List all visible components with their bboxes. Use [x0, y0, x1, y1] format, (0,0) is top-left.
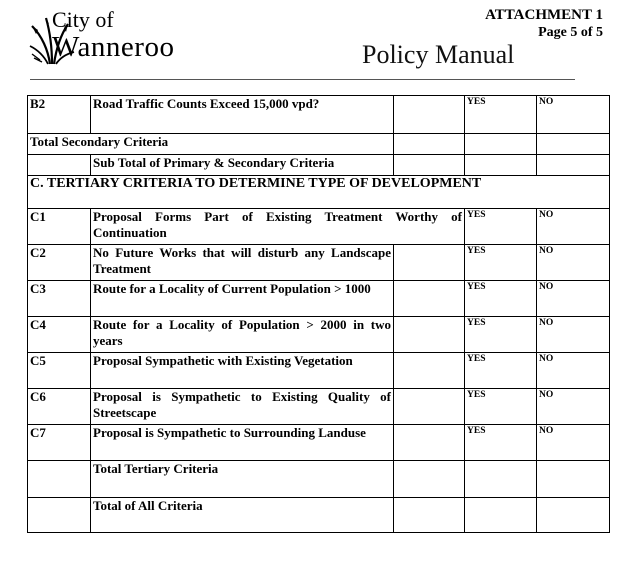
empty-cell — [537, 155, 610, 176]
table-row-c5 — [28, 353, 610, 389]
yes-label: YES — [465, 281, 537, 317]
empty-cell — [537, 461, 610, 498]
no-label: NO — [537, 281, 610, 317]
yes-label: YES — [465, 425, 537, 461]
score-cell — [394, 281, 465, 317]
total-tertiary-label — [91, 461, 394, 498]
table-row-total-tertiary — [28, 461, 610, 498]
score-cell — [394, 245, 465, 281]
document-title: Policy Manual — [362, 40, 515, 69]
score-cell — [394, 96, 465, 134]
no-label: NO — [537, 389, 610, 425]
table-row-c3 — [28, 281, 610, 317]
empty-cell — [465, 461, 537, 498]
criteria-description: Proposal is Sympathetic to Existing Quality of Streetscape — [91, 389, 394, 425]
empty-cell — [465, 134, 537, 155]
table-row-total-secondary — [28, 134, 610, 155]
criteria-description: Proposal is Sympathetic to Surrounding Landuse — [91, 425, 394, 461]
criteria-code: C7 — [28, 425, 91, 461]
criteria-code: C3 — [28, 281, 91, 317]
table-row-total-all — [28, 498, 610, 533]
empty-cell — [28, 498, 91, 533]
score-cell — [394, 425, 465, 461]
criteria-description: Route for a Locality of Population > 2000 in two years — [91, 317, 394, 353]
empty-cell — [28, 155, 91, 176]
yes-label: YES — [465, 353, 537, 389]
no-label: NO — [537, 425, 610, 461]
criteria-description: Route for a Locality of Current Population > 1000 — [91, 281, 394, 317]
empty-cell — [465, 155, 537, 176]
table-row-b2 — [28, 96, 610, 134]
criteria-code: C5 — [28, 353, 91, 389]
score-cell — [394, 317, 465, 353]
yes-label: YES — [465, 209, 537, 245]
no-label: NO — [537, 245, 610, 281]
total-secondary-label: Total Secondary Criteria — [28, 134, 394, 155]
table-row-subtotal — [28, 155, 610, 176]
table-row-section-c — [28, 176, 610, 209]
criteria-description: No Future Works that will disturb any Landscape Treatment — [91, 245, 394, 281]
total-all-label: Total of All Criteria — [91, 498, 394, 533]
yes-label: YES — [465, 317, 537, 353]
criteria-code: C4 — [28, 317, 91, 353]
yes-label: YES — [465, 245, 537, 281]
no-label: NO — [537, 209, 610, 245]
criteria-code: B2 — [28, 96, 91, 134]
empty-cell — [537, 134, 610, 155]
yes-label: YES — [465, 96, 537, 134]
score-cell — [394, 134, 465, 155]
table-row-c6 — [28, 389, 610, 425]
criteria-table — [27, 95, 610, 533]
criteria-code: C6 — [28, 389, 91, 425]
table-row-c2 — [28, 245, 610, 281]
no-label: NO — [537, 96, 610, 134]
empty-cell — [537, 498, 610, 533]
logo-city-name: Wanneroo — [52, 31, 175, 63]
criteria-description: Proposal Sympathetic with Existing Vegetation — [91, 353, 394, 389]
table-row-c4 — [28, 317, 610, 353]
logo-city-of: City of — [52, 7, 114, 32]
page-number: Page 5 of 5 — [538, 25, 603, 40]
table-row-c1 — [28, 209, 610, 245]
score-cell — [394, 461, 465, 498]
criteria-description: Road Traffic Counts Exceed 15,000 vpd? — [91, 96, 394, 134]
total-tertiary-text: Total Tertiary Criteria — [93, 461, 219, 476]
header-divider — [30, 79, 575, 80]
no-label: NO — [537, 317, 610, 353]
subtotal-label: Sub Total of Primary & Secondary Criteria — [91, 155, 394, 176]
score-cell — [394, 353, 465, 389]
attachment-label: ATTACHMENT 1 — [485, 7, 603, 23]
score-cell — [394, 155, 465, 176]
empty-cell — [28, 461, 91, 498]
empty-cell — [465, 498, 537, 533]
criteria-description: Proposal Forms Part of Existing Treatment Worthy of Continuation — [91, 209, 465, 245]
score-cell — [394, 498, 465, 533]
section-c-heading: C. TERTIARY CRITERIA TO DETERMINE TYPE OF DEVELOPMENT — [28, 176, 610, 209]
no-label: NO — [537, 353, 610, 389]
criteria-code: C1 — [28, 209, 91, 245]
criteria-code: C2 — [28, 245, 91, 281]
table-row-c7 — [28, 425, 610, 461]
yes-label: YES — [465, 389, 537, 425]
score-cell — [394, 389, 465, 425]
